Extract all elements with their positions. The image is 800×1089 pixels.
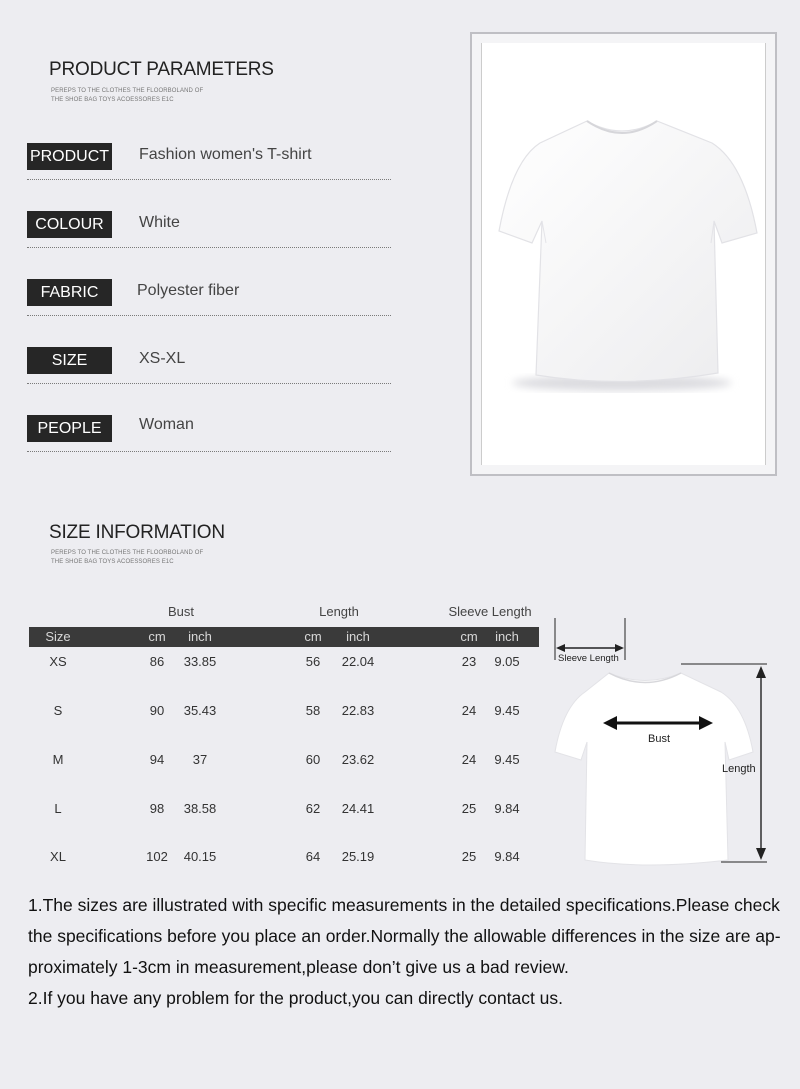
length-label: Length: [722, 763, 756, 775]
header-bust-cm: cm: [148, 629, 166, 644]
table-row: L 98 38.58 62 24.41 25 9.84: [54, 801, 520, 816]
param-label: PRODUCT: [27, 143, 112, 170]
product-photo-frame: [470, 32, 777, 476]
product-photo: [481, 43, 766, 465]
bust-label: Bust: [648, 733, 671, 745]
param-label: FABRIC: [27, 279, 112, 306]
header-sleeve-cm: cm: [460, 629, 478, 644]
table-row: S 90 35.43 58 22.83 24 9.45: [53, 703, 520, 718]
param-row-size: [27, 347, 391, 397]
header-sleeve-inch: inch: [495, 629, 519, 644]
param-label: PEOPLE: [27, 415, 112, 442]
param-value: XS-XL: [139, 350, 186, 367]
note-2: 2.If you have any problem for the product,you can directly contact us.: [28, 988, 564, 1008]
dotted-divider: [27, 315, 391, 316]
tshirt-image: [482, 43, 769, 467]
param-value: Fashion women's T-shirt: [139, 146, 312, 163]
header-length-inch: inch: [346, 629, 370, 644]
table-row: M 94 37 60 23.62 24 9.45: [52, 752, 520, 767]
param-label: COLOUR: [27, 211, 112, 238]
param-row-colour: [27, 211, 391, 261]
size-table-group-headers: [29, 604, 539, 624]
header-bust-inch: inch: [188, 629, 212, 644]
header-length-cm: cm: [304, 629, 322, 644]
size-information-subtitle: PEREPS TO THE CLOTHES THE FLOORBOLAND OF THE SHOE BAG TOYS ACOESSORES E1C: [51, 550, 204, 565]
dotted-divider: [27, 179, 391, 180]
group-bust: Bust: [167, 604, 194, 619]
param-row-fabric: [27, 279, 391, 329]
size-table-header-bar: [29, 627, 539, 647]
param-row-people: [27, 415, 391, 465]
param-value: Woman: [139, 416, 194, 433]
table-row: XL 102 40.15 64 25.19 25 9.84: [50, 849, 520, 864]
measurement-diagram: [545, 612, 790, 874]
param-value: Polyester fiber: [137, 282, 240, 299]
size-notes: [28, 890, 793, 1014]
dotted-divider: [27, 451, 391, 452]
product-parameters-subtitle: PEREPS TO THE CLOTHES THE FLOORBOLAND OF THE SHOE BAG TOYS ACOESSORES E1C: [51, 88, 204, 103]
param-value: White: [139, 214, 180, 231]
param-label: SIZE: [27, 347, 112, 374]
group-sleeve-length: Sleeve Length: [448, 604, 532, 619]
dotted-divider: [27, 247, 391, 248]
param-row-product: [27, 143, 391, 193]
table-row: XS 86 33.85 56 22.04 23 9.05: [49, 654, 520, 669]
group-length: Length: [319, 604, 359, 619]
size-information-title: SIZE INFORMATION: [49, 522, 225, 543]
product-parameters-title: PRODUCT PARAMETERS: [49, 59, 274, 80]
dotted-divider: [27, 383, 391, 384]
header-size: Size: [45, 629, 71, 644]
sleeve-length-label: Sleeve Length: [558, 653, 619, 664]
note-1: 1.The sizes are illustrated with specific measurements in the detailed specifications.Please check the specifications before you place an order.Normally the allowable differences in the size are ap-proximately 1-3cm in measurement,please don’t give us a bad review.: [28, 895, 781, 977]
